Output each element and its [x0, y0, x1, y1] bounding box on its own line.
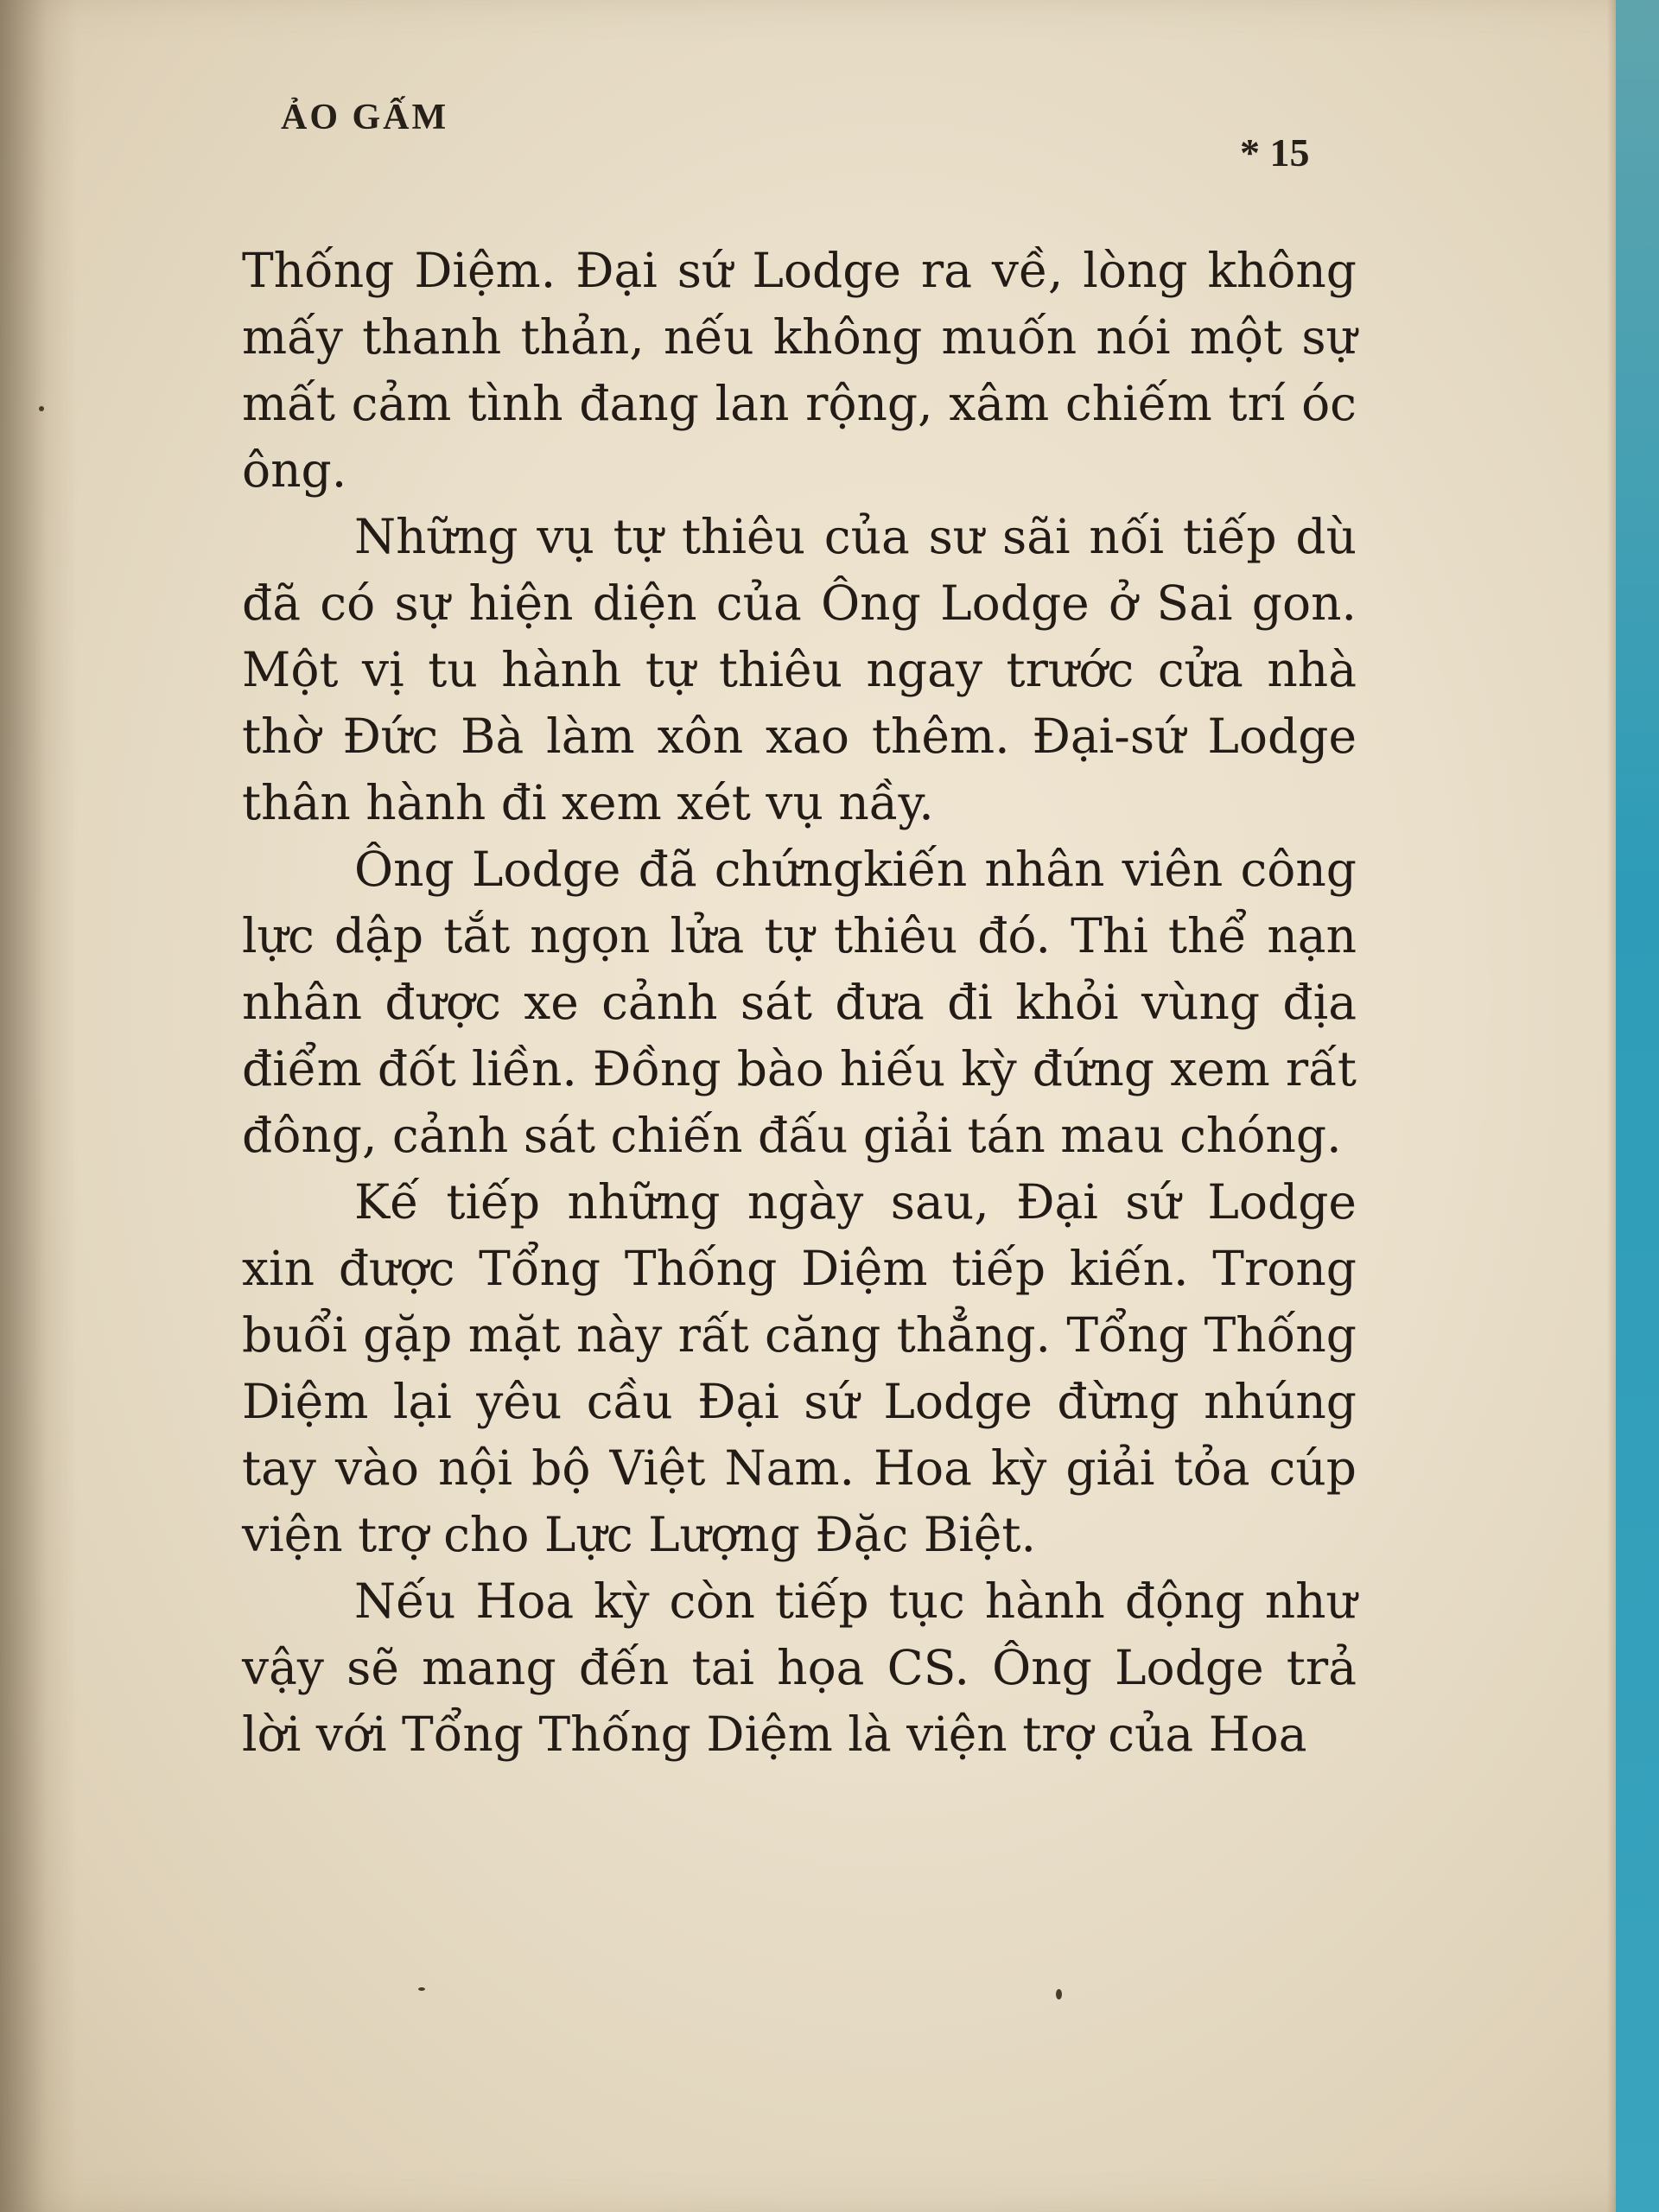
paragraph-4: Kế tiếp những ngày sau, Đại sứ Lodge xin được Tổng Thống Diệm tiếp kiến. Trong buổi gặp mặt này rất căng thẳng. Tổng Thống Diệm lại yêu cầu Đại sứ Lodge đừng nhúng tay vào nội bộ Việt Nam. Hoa kỳ giải tỏa cúp viện trợ cho Lực Lượng Đặc Biệt. [242, 1174, 1357, 1562]
paragraph-3: Ông Lodge đã chứngkiến nhân viên công lực dập tắt ngọn lửa tự thiêu đó. Thi thể nạn nhân được xe cảnh sát đưa đi khỏi vùng địa điểm đốt liền. Đồng bào hiếu kỳ đứng xem rất đông, cảnh sát chiến đấu giải tán mau chóng. [242, 842, 1357, 1163]
paragraph-5: Nếu Hoa kỳ còn tiếp tục hành động như vậy sẽ mang đến tai họa CS. Ông Lodge trả lời với Tổng Thống Diệm là viện trợ của Hoa [242, 1573, 1357, 1762]
ink-speck [418, 1987, 425, 1991]
page-edge [1607, 0, 1616, 2212]
page-number: * 15 [1240, 130, 1310, 175]
paragraph-1: Thống Diệm. Đại sứ Lodge ra về, lòng không mấy thanh thản, nếu không muốn nói một sự mất cảm tình đang lan rộng, xâm chiếm trí óc ông. [242, 243, 1357, 498]
spine-shadow [0, 0, 78, 2212]
paragraph-2: Những vụ tự thiêu của sư sãi nối tiếp dù đã có sự hiện diện của Ông Lodge ở Sai gon. Một vị tu hành tự thiêu ngay trước cửa nhà thờ Đức Bà làm xôn xao thêm. Đại-sứ Lodge thân hành đi xem xét vụ nầy. [242, 509, 1357, 830]
ink-speck [1056, 1989, 1062, 1999]
running-header: ẢO GẤM [281, 98, 449, 137]
body-text [242, 238, 1357, 1768]
ink-speck [39, 406, 44, 411]
